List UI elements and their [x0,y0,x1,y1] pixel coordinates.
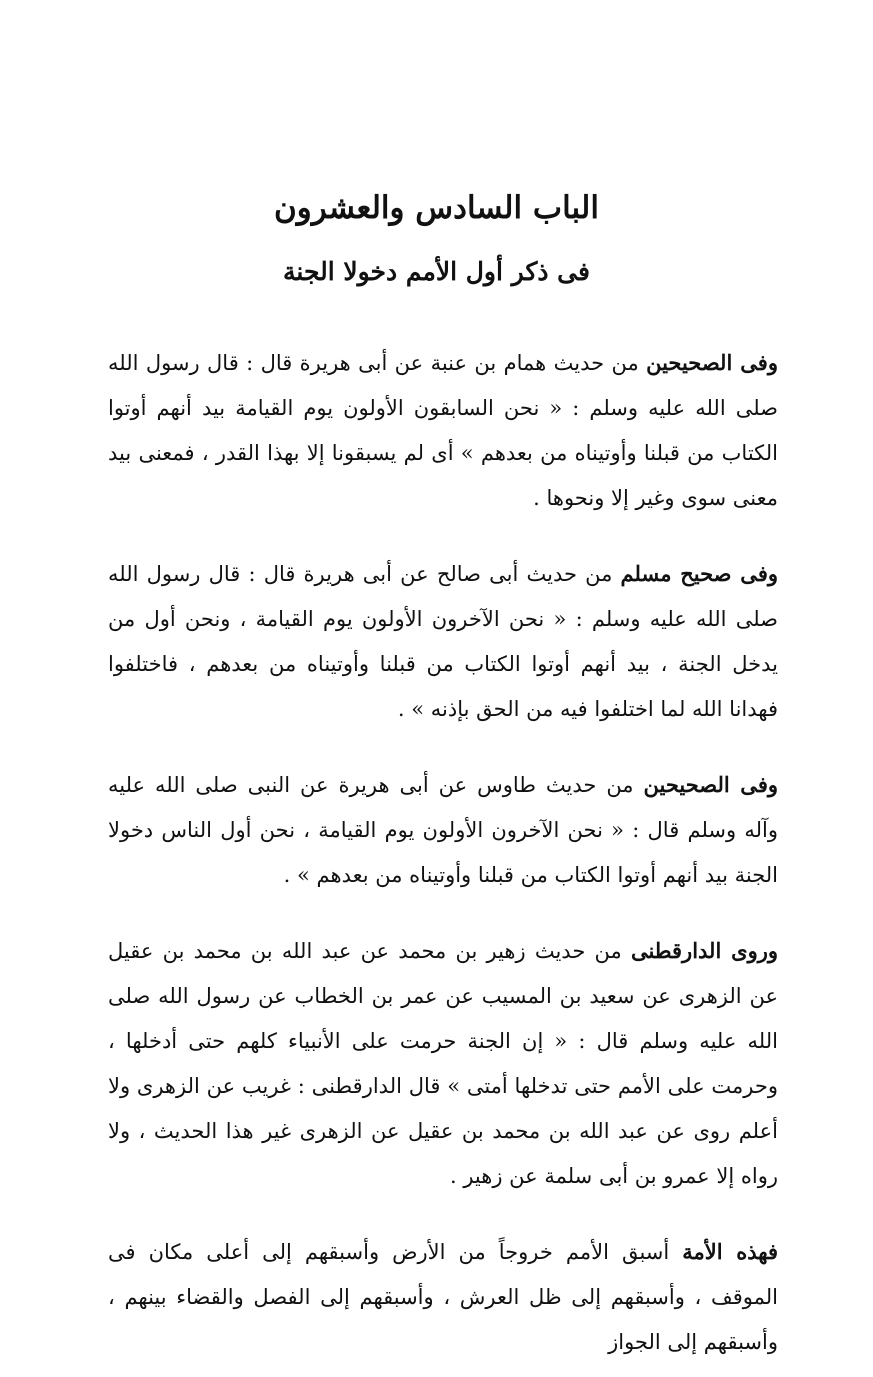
paragraph-lead: وفى الصحيحين [646,350,778,375]
paragraph-4 [108,928,778,1199]
paragraph-1 [108,340,778,521]
chapter-subtitle: فى ذكر أول الأمم دخولا الجنة [283,257,590,286]
paragraph-3 [108,762,778,898]
paragraph-lead: وفى صحيح مسلم [620,561,778,586]
paragraph-2 [108,551,778,732]
page-body [108,340,778,1377]
paragraph-lead: وروى الدارقطنى [630,938,778,963]
paragraph-text: من حديث همام بن عنبة عن أبى هريرة قال : قال رسول الله صلى الله عليه وسلم : « نحن السابقون الأولون يوم القيامة بيد أنهم أوتوا الكتاب من قبلنا وأوتيناه من بعدهم » أى لم يسبقونا إلا بهذا القدر ، فمعنى بيد معنى سوى وغير إلا ونحوها . [108,351,778,510]
paragraph-5 [108,1229,778,1365]
paragraph-text: من حديث طاوس عن أبى هريرة عن النبى صلى الله عليه وآله وسلم قال : « نحن الآخرون الأولون يوم القيامة ، نحن أول الناس دخولا الجنة بيد أنهم أوتوا الكتاب من قبلنا وأوتيناه من بعدهم » . [108,773,778,887]
chapter-title: الباب السادس والعشرون [274,190,599,226]
paragraph-text: أسبق الأمم خروجاً من الأرض وأسبقهم إلى أعلى مكان فى الموقف ، وأسبقهم إلى ظل العرش ، وأسبقهم إلى الفصل والقضاء بينهم ، وأسبقهم إلى الجواز [108,1240,778,1354]
paragraph-lead: فهذه الأمة [682,1239,778,1264]
paragraph-text: من حديث أبى صالح عن أبى هريرة قال : قال رسول الله صلى الله عليه وسلم : « نحن الآخرون الأولون يوم القيامة ، ونحن أول من يدخل الجنة ، بيد أنهم أوتوا الكتاب من قبلنا وأوتيناه من بعدهم ، فاختلفوا فهدانا الله لما اختلفوا فيه من الحق بإذنه » . [108,562,778,721]
paragraph-lead: وفى الصحيحين [643,772,778,797]
paragraph-text: من حديث زهير بن محمد عن عبد الله بن محمد بن عقيل عن الزهرى عن سعيد بن المسيب عن عمر بن الخطاب عن رسول الله صلى الله عليه وسلم قال : « إن الجنة حرمت على الأنبياء كلهم حتى أدخلها ، وحرمت على الأمم حتى تدخلها أمتى » قال الدارقطنى : غريب عن الزهرى ولا أعلم روى عن عبد الله بن محمد بن عقيل عن الزهرى غير هذا الحديث ، ولا رواه إلا عمرو بن أبى سلمة عن زهير . [108,939,778,1188]
